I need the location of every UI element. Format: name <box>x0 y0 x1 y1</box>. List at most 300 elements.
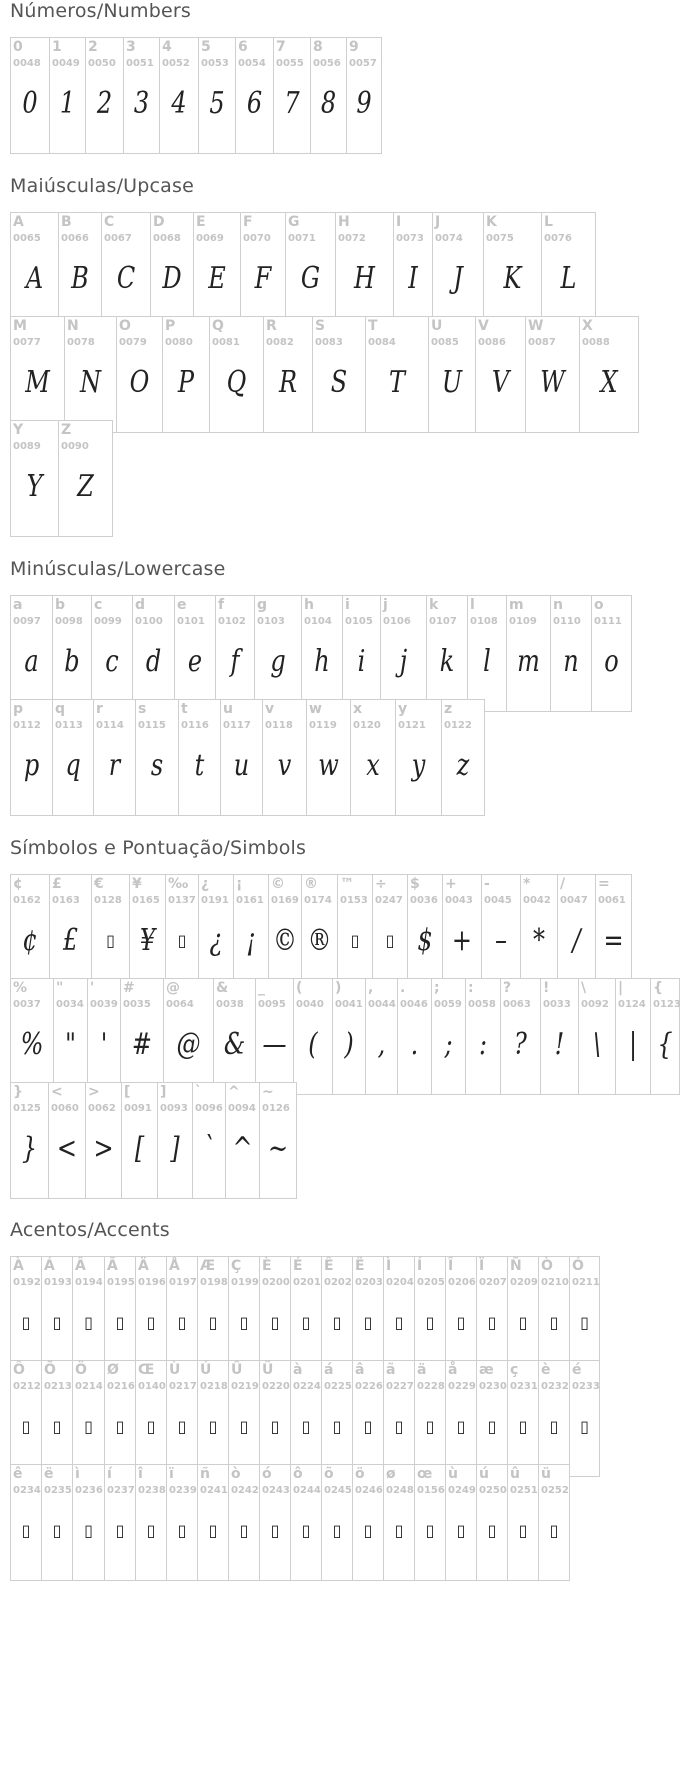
glyph-character-label: ? <box>503 980 512 996</box>
glyph-character-label: ( <box>296 980 303 996</box>
glyph-code-label: 0035 <box>123 999 151 1010</box>
glyph-code-label: 0207 <box>479 1277 507 1288</box>
glyph-sample: £ <box>62 923 79 958</box>
glyph-sample: A <box>25 261 44 296</box>
glyph-character-label: { <box>653 980 663 996</box>
glyph-code-label: 0108 <box>470 616 498 627</box>
glyph-sample: ! <box>554 1027 565 1062</box>
glyph-cell <box>135 1360 167 1477</box>
glyph-character-label: Ö <box>75 1362 87 1378</box>
missing-glyph-box: ▯ <box>239 1313 249 1332</box>
glyph-cell <box>445 1360 477 1477</box>
glyph-character-label: ^ <box>228 1084 240 1100</box>
glyph-code-label: 0191 <box>201 895 229 906</box>
glyph-character-label: Ã <box>107 1258 118 1274</box>
glyph-character-label: R <box>266 318 277 334</box>
glyph-sample: z <box>456 748 470 783</box>
glyph-cell <box>321 1360 353 1477</box>
glyph-character-label: Å <box>169 1258 180 1274</box>
glyph-cell <box>132 595 175 712</box>
glyph-sample: / <box>572 923 581 958</box>
glyph-cell <box>10 699 53 816</box>
glyph-sample: 7 <box>284 86 300 121</box>
glyph-cell <box>365 978 398 1095</box>
glyph-character-label: @ <box>166 980 180 996</box>
glyph-cell <box>198 874 234 991</box>
glyph-code-label: 0038 <box>216 999 244 1010</box>
glyph-sample: ¡ <box>246 923 256 958</box>
glyph-cell <box>263 316 313 433</box>
glyph-code-label: 0059 <box>434 999 462 1010</box>
glyph-character-label: ï <box>169 1466 174 1482</box>
missing-glyph-box: ▯ <box>301 1417 311 1436</box>
glyph-row <box>10 1256 600 1373</box>
glyph-sample: D <box>162 261 182 296</box>
glyph-sample: & <box>223 1027 246 1062</box>
glyph-character-label: I <box>396 214 402 230</box>
glyph-cell <box>150 212 194 329</box>
glyph-character-label: o <box>594 597 604 613</box>
glyph-code-label: 0093 <box>160 1103 188 1114</box>
glyph-cell <box>290 1360 322 1477</box>
glyph-cell <box>290 1464 322 1581</box>
glyph-character-label: c <box>94 597 103 613</box>
glyph-code-label: 0111 <box>594 616 622 627</box>
glyph-sample: 3 <box>133 86 150 121</box>
glyph-row <box>10 316 639 433</box>
glyph-code-label: 0218 <box>200 1381 228 1392</box>
glyph-code-label: 0197 <box>169 1277 197 1288</box>
glyph-cell <box>310 37 347 154</box>
glyph-cell <box>233 874 269 991</box>
glyph-code-label: 0169 <box>271 895 299 906</box>
missing-glyph-box: ▯ <box>208 1313 218 1332</box>
glyph-cell <box>53 978 88 1095</box>
glyph-cell <box>321 1256 353 1373</box>
glyph-character-label: 2 <box>88 39 98 55</box>
glyph-cell <box>352 1464 384 1581</box>
glyph-cell <box>10 212 59 329</box>
glyph-code-label: 0114 <box>96 720 124 731</box>
glyph-character-label: Í <box>417 1258 423 1274</box>
glyph-cell <box>85 37 124 154</box>
glyph-code-label: 0082 <box>266 337 294 348</box>
glyph-code-label: 0110 <box>553 616 581 627</box>
glyph-code-label: 0034 <box>56 999 84 1010</box>
glyph-cell <box>48 1082 86 1199</box>
missing-glyph-box: ▯ <box>580 1313 589 1332</box>
glyph-cell <box>445 1256 477 1373</box>
glyph-sample: w <box>318 748 339 783</box>
glyph-cell <box>193 212 241 329</box>
glyph-cell <box>225 1082 260 1199</box>
glyph-code-label: 0066 <box>61 233 89 244</box>
glyph-cell <box>166 1256 198 1373</box>
glyph-code-label: 0233 <box>572 1381 600 1392</box>
glyph-character-label: T <box>368 318 378 334</box>
missing-glyph-box: ▯ <box>84 1313 93 1332</box>
glyph-sample: B <box>71 261 89 296</box>
glyph-code-label: 0202 <box>324 1277 352 1288</box>
section-title-accents: Acentos/Accents <box>10 1219 170 1241</box>
glyph-character-label: ¥ <box>132 876 142 892</box>
glyph-code-label: 0234 <box>13 1485 41 1496</box>
glyph-cell <box>550 595 592 712</box>
glyph-cell <box>72 1360 105 1477</box>
glyph-code-label: 0195 <box>107 1277 135 1288</box>
glyph-sample: ) <box>344 1027 354 1062</box>
glyph-code-label: 0060 <box>51 1103 79 1114</box>
glyph-code-label: 0069 <box>196 233 224 244</box>
missing-glyph-box: ▯ <box>21 1313 31 1332</box>
glyph-sample: ; <box>444 1027 453 1062</box>
glyph-code-label: 0115 <box>138 720 166 731</box>
glyph-cell <box>290 1256 322 1373</box>
glyph-code-label: 0200 <box>262 1277 290 1288</box>
glyph-character-label: à <box>293 1362 303 1378</box>
missing-glyph-box: ▯ <box>580 1417 589 1436</box>
glyph-code-label: 0118 <box>265 720 293 731</box>
section-title-lowercase: Minúsculas/Lowercase <box>10 558 226 580</box>
glyph-code-label: 0033 <box>543 999 571 1010</box>
glyph-cell <box>72 1256 105 1373</box>
glyph-code-label: 0204 <box>386 1277 414 1288</box>
glyph-character-label: l <box>470 597 475 613</box>
glyph-cell <box>414 1256 446 1373</box>
glyph-sample: { <box>657 1027 673 1062</box>
glyph-character-label: È <box>262 1258 272 1274</box>
glyph-code-label: 0232 <box>541 1381 569 1392</box>
glyph-code-label: 0242 <box>231 1485 259 1496</box>
glyph-sample: ¿ <box>209 923 223 958</box>
glyph-character-label: ú <box>479 1466 489 1482</box>
glyph-code-label: 0194 <box>75 1277 103 1288</box>
glyph-code-label: 0201 <box>293 1277 321 1288</box>
glyph-character-label: 9 <box>349 39 359 55</box>
missing-glyph-box: ▯ <box>52 1313 62 1332</box>
glyph-code-label: 0210 <box>541 1277 569 1288</box>
glyph-character-label: F <box>243 214 253 230</box>
missing-glyph-box: ▯ <box>177 931 187 950</box>
glyph-sample: O <box>129 365 150 400</box>
glyph-character-label: M <box>13 318 27 334</box>
glyph-sample: N <box>80 365 101 400</box>
glyph-cell <box>49 874 92 991</box>
glyph-character-label: Ñ <box>510 1258 522 1274</box>
glyph-character-label: ø <box>386 1466 396 1482</box>
glyph-character-label: A <box>13 214 24 230</box>
glyph-character-label: æ <box>479 1362 494 1378</box>
glyph-code-label: 0229 <box>448 1381 476 1392</box>
missing-glyph-box: ▯ <box>363 1313 373 1332</box>
glyph-code-label: 0206 <box>448 1277 476 1288</box>
glyph-cell <box>393 212 433 329</box>
glyph-character-label: É <box>293 1258 303 1274</box>
missing-glyph-box: ▯ <box>146 1417 156 1436</box>
glyph-sample: g <box>270 644 286 679</box>
glyph-code-label: 0076 <box>544 233 572 244</box>
glyph-sample: ' <box>100 1027 108 1062</box>
glyph-code-label: 0119 <box>309 720 337 731</box>
glyph-character-label: ® <box>304 876 318 892</box>
glyph-cell <box>414 1360 446 1477</box>
missing-glyph-box: ▯ <box>518 1417 528 1436</box>
glyph-character-label: O <box>119 318 131 334</box>
glyph-code-label: 0230 <box>479 1381 507 1392</box>
glyph-sample: Y <box>26 469 43 504</box>
glyph-sample: ® <box>307 923 332 958</box>
glyph-character-label: Q <box>212 318 224 334</box>
glyph-code-label: 0057 <box>349 58 377 69</box>
glyph-sample: s <box>150 748 164 783</box>
glyph-character-label: i <box>345 597 350 613</box>
glyph-character-label: Î <box>448 1258 454 1274</box>
glyph-character-label: ~ <box>262 1084 274 1100</box>
glyph-cell <box>10 420 59 537</box>
glyph-cell <box>104 1360 136 1477</box>
glyph-cell <box>441 699 485 816</box>
glyph-cell <box>240 212 286 329</box>
glyph-character-label: J <box>435 214 441 230</box>
glyph-sample: p <box>23 748 40 783</box>
glyph-sample: : <box>478 1027 488 1062</box>
missing-glyph-box: ▯ <box>363 1417 373 1436</box>
glyph-cell <box>259 1464 291 1581</box>
glyph-character-label: # <box>123 980 135 996</box>
glyph-character-label: _ <box>258 980 265 996</box>
glyph-character-label: ¿ <box>201 876 210 892</box>
glyph-cell <box>72 1464 105 1581</box>
glyph-code-label: 0050 <box>88 58 116 69</box>
glyph-code-label: 0053 <box>201 58 229 69</box>
glyph-cell <box>569 1256 600 1373</box>
glyph-cell <box>426 595 468 712</box>
glyph-character-label: ! <box>543 980 550 996</box>
glyph-code-label: 0250 <box>479 1485 507 1496</box>
glyph-sample: | <box>628 1027 638 1062</box>
missing-glyph-box: ▯ <box>456 1313 466 1332</box>
glyph-code-label: 0140 <box>138 1381 166 1392</box>
glyph-code-label: 0046 <box>400 999 428 1010</box>
glyph-character-label: . <box>400 980 406 996</box>
glyph-code-label: 0107 <box>429 616 457 627</box>
glyph-character-label: X <box>582 318 593 334</box>
glyph-cell <box>10 1256 42 1373</box>
glyph-character-label: ¢ <box>13 876 23 892</box>
glyph-character-label: % <box>13 980 28 996</box>
glyph-sample: V <box>491 365 510 400</box>
glyph-character-label: Œ <box>138 1362 155 1378</box>
glyph-sample: F <box>254 261 272 296</box>
glyph-cell <box>383 1360 415 1477</box>
missing-glyph-box: ▯ <box>115 1313 125 1332</box>
glyph-code-label: 0226 <box>355 1381 383 1392</box>
glyph-cell <box>85 1082 122 1199</box>
glyph-character-label: ñ <box>200 1466 210 1482</box>
glyph-code-label: 0080 <box>165 337 193 348</box>
glyph-cell <box>197 1360 229 1477</box>
glyph-sample: ] <box>170 1131 180 1166</box>
glyph-character-label: Y <box>13 422 24 438</box>
glyph-code-label: 0105 <box>345 616 373 627</box>
glyph-code-label: 0121 <box>398 720 426 731</box>
glyph-character-label: q <box>55 701 66 717</box>
glyph-cell <box>615 978 651 1095</box>
glyph-sample: # <box>131 1027 153 1062</box>
glyph-code-label: 0054 <box>238 58 266 69</box>
glyph-code-label: 0243 <box>262 1485 290 1496</box>
glyph-cell <box>41 1464 73 1581</box>
glyph-code-label: 0153 <box>340 895 368 906</box>
glyph-code-label: 0058 <box>468 999 496 1010</box>
glyph-cell <box>467 595 507 712</box>
glyph-cell <box>481 874 521 991</box>
glyph-character-label: ò <box>231 1466 241 1482</box>
glyph-cell <box>159 37 199 154</box>
glyph-cell <box>101 212 151 329</box>
glyph-cell <box>507 1256 539 1373</box>
glyph-sample: i <box>357 644 366 679</box>
glyph-character-label: , <box>368 980 374 996</box>
glyph-code-label: 0083 <box>315 337 343 348</box>
glyph-row <box>10 37 382 154</box>
glyph-character-label: C <box>104 214 115 230</box>
glyph-sample: c <box>105 644 119 679</box>
glyph-cell <box>129 874 166 991</box>
glyph-sample: m <box>517 644 540 679</box>
glyph-code-label: 0117 <box>223 720 251 731</box>
glyph-code-label: 0091 <box>124 1103 152 1114</box>
glyph-code-label: 0196 <box>138 1277 166 1288</box>
glyph-cell <box>163 978 214 1095</box>
glyph-code-label: 0113 <box>55 720 83 731</box>
glyph-sample: G <box>300 261 321 296</box>
glyph-code-label: 0090 <box>61 441 89 452</box>
glyph-sample: } <box>21 1131 38 1166</box>
glyph-character-label: ü <box>541 1466 551 1482</box>
glyph-cell <box>198 37 236 154</box>
glyph-code-label: 0037 <box>13 999 41 1010</box>
glyph-cell <box>372 874 408 991</box>
glyph-cell <box>228 1256 260 1373</box>
glyph-character-label: g <box>257 597 268 613</box>
glyph-character-label: ' <box>90 980 95 996</box>
glyph-cell <box>538 1360 570 1477</box>
glyph-character-label: K <box>486 214 497 230</box>
glyph-code-label: 0231 <box>510 1381 538 1392</box>
glyph-code-label: 0045 <box>484 895 512 906</box>
glyph-code-label: 0192 <box>13 1277 41 1288</box>
glyph-code-label: 0049 <box>52 58 80 69</box>
glyph-character-label: h <box>304 597 314 613</box>
glyph-code-label: 0036 <box>410 895 438 906</box>
glyph-cell <box>192 1082 226 1199</box>
glyph-cell <box>541 212 596 329</box>
glyph-code-label: 0043 <box>445 895 473 906</box>
missing-glyph-box: ▯ <box>301 1521 311 1540</box>
glyph-row <box>10 212 596 329</box>
glyph-code-label: 0109 <box>509 616 537 627</box>
glyph-sample: = <box>603 923 624 958</box>
glyph-character-label: a <box>13 597 23 613</box>
glyph-character-label: À <box>13 1258 24 1274</box>
glyph-sample: e <box>187 644 203 679</box>
glyph-character-label: ù <box>448 1466 458 1482</box>
glyph-sample: — <box>262 1027 287 1062</box>
glyph-cell <box>197 1464 229 1581</box>
glyph-cell <box>162 316 210 433</box>
glyph-sample: b <box>64 644 80 679</box>
glyph-character-label: í <box>107 1466 112 1482</box>
glyph-cell <box>507 1360 539 1477</box>
glyph-code-label: 0047 <box>560 895 588 906</box>
glyph-code-label: 0094 <box>228 1103 256 1114</box>
glyph-cell <box>312 316 366 433</box>
glyph-cell <box>121 1082 158 1199</box>
glyph-cell <box>52 699 94 816</box>
glyph-code-label: 0216 <box>107 1381 135 1392</box>
glyph-character-label: B <box>61 214 72 230</box>
glyph-sample: [ <box>134 1131 145 1166</box>
glyph-cell <box>342 595 381 712</box>
glyph-sample: 1 <box>59 86 76 121</box>
glyph-cell <box>135 1464 167 1581</box>
glyph-code-label: 0165 <box>132 895 160 906</box>
glyph-cell <box>365 316 429 433</box>
glyph-character-label: Â <box>75 1258 86 1274</box>
glyph-character-label: Á <box>44 1258 55 1274</box>
glyph-cell <box>255 978 294 1095</box>
glyph-sample: y <box>411 748 426 783</box>
glyph-code-label: 0067 <box>104 233 132 244</box>
glyph-code-label: 0237 <box>107 1485 135 1496</box>
glyph-code-label: 0085 <box>431 337 459 348</box>
glyph-character-label: p <box>13 701 24 717</box>
glyph-sample: n <box>563 644 579 679</box>
missing-glyph-box: ▯ <box>270 1313 280 1332</box>
glyph-code-label: 0089 <box>13 441 41 452</box>
glyph-cell <box>306 699 351 816</box>
glyph-code-label: 0087 <box>528 337 556 348</box>
glyph-cell <box>476 1360 508 1477</box>
glyph-cell <box>10 316 65 433</box>
glyph-cell <box>337 874 373 991</box>
glyph-cell <box>475 316 526 433</box>
missing-glyph-box: ▯ <box>394 1417 404 1436</box>
missing-glyph-box: ▯ <box>177 1313 187 1332</box>
glyph-sample: 5 <box>209 86 225 121</box>
glyph-code-label: 0102 <box>218 616 246 627</box>
glyph-cell <box>10 37 50 154</box>
glyph-character-label: " <box>56 980 64 996</box>
glyph-sample: 8 <box>320 86 337 121</box>
glyph-character-label: Ä <box>138 1258 149 1274</box>
glyph-cell <box>64 316 117 433</box>
glyph-cell <box>506 595 551 712</box>
glyph-character-label: P <box>165 318 176 334</box>
glyph-character-label: ) <box>335 980 342 996</box>
glyph-cell <box>10 978 54 1095</box>
glyph-cell <box>91 595 133 712</box>
missing-glyph-box: ▯ <box>115 1417 125 1436</box>
glyph-sample: H <box>354 261 375 296</box>
glyph-sample: x <box>366 748 380 783</box>
glyph-sample: L <box>560 261 577 296</box>
glyph-cell <box>10 595 53 712</box>
glyph-character-label: y <box>398 701 408 717</box>
glyph-code-label: 0251 <box>510 1485 538 1496</box>
glyph-cell <box>476 1464 508 1581</box>
